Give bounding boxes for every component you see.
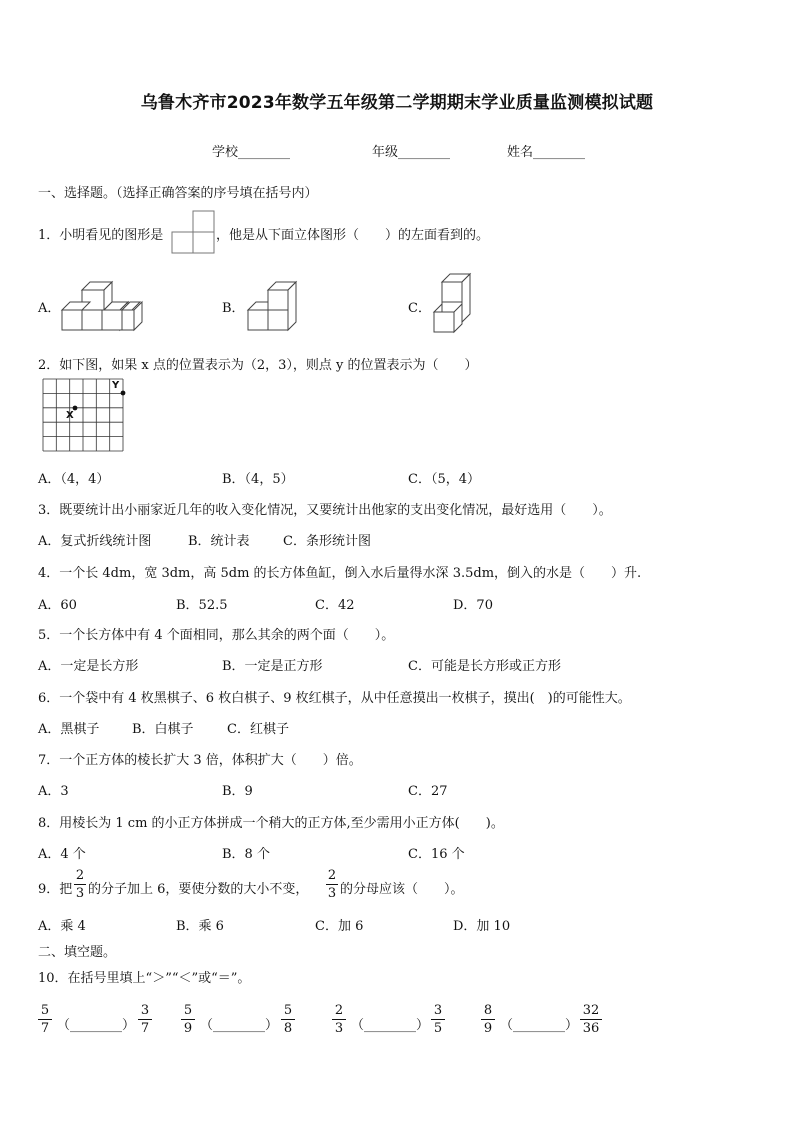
q5-question: 5．一个长方体中有 4 个面相同，那么其余的两个面（ ）。 (38, 628, 395, 643)
q9-option-b[interactable]: B．乘 6 (176, 919, 224, 934)
q2-option-a[interactable]: A．（4，4） (38, 472, 110, 487)
q2-option-c[interactable]: C．（5，4） (408, 472, 480, 487)
q10-pair3-right (431, 1003, 445, 1036)
q8-question: 8．用棱长为 1 cm 的小正方体拼成一个稍大的正方体,至少需用小正方体( )。 (38, 816, 504, 831)
q9-fraction-1 (74, 868, 86, 901)
q3-option-b[interactable]: B．统计表 (188, 534, 250, 549)
fraction-numerator: 32 (582, 1003, 600, 1018)
q4-option-c[interactable]: C．42 (315, 598, 355, 613)
q1-option-b-cubes (244, 278, 300, 334)
fraction-numerator: 8 (483, 1003, 493, 1018)
q5-option-b[interactable]: B．一定是正方形 (222, 659, 323, 674)
q1-option-b[interactable]: B． (222, 301, 245, 316)
q4-option-a[interactable]: A．60 (38, 598, 77, 613)
fraction-denominator: 3 (75, 886, 85, 901)
fraction-denominator: 8 (283, 1021, 293, 1036)
q10-pair4-blank[interactable]: （________） (500, 1018, 579, 1033)
q10-pair3-left (332, 1003, 346, 1036)
name-field[interactable]: 姓名________ (507, 145, 586, 160)
grade-field[interactable]: 年级________ (372, 145, 451, 160)
q10-pair3-blank[interactable]: （________） (351, 1018, 430, 1033)
q7-option-b[interactable]: B．9 (222, 784, 253, 799)
q8-option-a[interactable]: A．4 个 (38, 847, 86, 862)
q1-prefix: 1．小明看见的图形是 (38, 228, 164, 243)
q7-question: 7．一个正方体的棱长扩大 3 倍，体积扩大（ ）倍。 (38, 753, 362, 768)
section-heading-fill: 二、填空题。 (38, 945, 117, 960)
q10-pair2-left (181, 1003, 195, 1036)
point-x-label: X (66, 410, 74, 421)
fraction-denominator: 3 (334, 1021, 344, 1036)
q1-suffix: ，他是从下面立体图形（ ）的左面看到的。 (216, 228, 490, 243)
fraction-numerator: 5 (40, 1003, 50, 1018)
q10-pair1-right (138, 1003, 152, 1036)
q7-option-a[interactable]: A．3 (38, 784, 69, 799)
q6-option-a[interactable]: A．黑棋子 (38, 722, 100, 737)
q4-option-d[interactable]: D．70 (453, 598, 493, 613)
q7-option-c[interactable]: C．27 (408, 784, 448, 799)
q9-fraction-2 (326, 868, 338, 901)
q5-option-c[interactable]: C．可能是长方形或正方形 (408, 659, 561, 674)
q9-part3: 的分母应该（ ）。 (340, 882, 464, 897)
fraction-denominator: 5 (433, 1021, 443, 1036)
q10-question: 10．在括号里填上“＞”“＜”或“＝”。 (38, 971, 251, 986)
section-heading-choice: 一、选择题。（选择正确答案的序号填在括号内） (38, 186, 318, 201)
fraction-numerator: 5 (283, 1003, 293, 1018)
fraction-numerator: 3 (433, 1003, 443, 1018)
q1-view-figure (172, 210, 216, 254)
q9-option-a[interactable]: A．乘 4 (38, 919, 86, 934)
q5-option-a[interactable]: A．一定是长方形 (38, 659, 139, 674)
q3-option-a[interactable]: A．复式折线统计图 (38, 534, 152, 549)
fraction-numerator: 3 (140, 1003, 150, 1018)
q10-pair2-right (281, 1003, 295, 1036)
q2-question: 2．如下图，如果 x 点的位置表示为（2，3），则点 y 的位置表示为（ ） (38, 358, 478, 373)
fraction-denominator: 3 (327, 886, 337, 901)
q6-question: 6．一个袋中有 4 枚黑棋子、6 枚白棋子、9 枚红棋子，从中任意摸出一枚棋子，摸出( )的可能性大。 (38, 691, 631, 706)
point-y (121, 391, 126, 396)
q8-option-b[interactable]: B．8 个 (222, 847, 270, 862)
q6-option-c[interactable]: C．红棋子 (227, 722, 289, 737)
q8-option-c[interactable]: C．16 个 (408, 847, 465, 862)
fraction-numerator: 2 (327, 868, 337, 883)
q9-part1: 9．把 (38, 882, 73, 897)
q1-option-c-cubes (430, 272, 474, 336)
q1-option-a[interactable]: A． (38, 301, 61, 316)
q10-pair4-left (481, 1003, 495, 1036)
q9-option-c[interactable]: C．加 6 (315, 919, 364, 934)
q1-option-c[interactable]: C． (408, 301, 431, 316)
q3-option-c[interactable]: C．条形统计图 (283, 534, 371, 549)
fraction-numerator: 2 (334, 1003, 344, 1018)
fraction-numerator: 2 (75, 868, 85, 883)
fraction-denominator: 9 (483, 1021, 493, 1036)
point-y-label: Y (112, 380, 120, 391)
q10-pair1-left (38, 1003, 52, 1036)
q4-option-b[interactable]: B．52.5 (176, 598, 228, 613)
fraction-denominator: 7 (40, 1021, 50, 1036)
q1-option-a-cubes (60, 278, 146, 334)
q3-question: 3．既要统计出小丽家近几年的收入变化情况，又要统计出他家的支出变化情况，最好选用（ ）。 (38, 503, 612, 518)
q6-option-b[interactable]: B．白棋子 (132, 722, 194, 737)
q4-question: 4．一个长 4dm，宽 3dm，高 5dm 的长方体鱼缸，倒入水后量得水深 3.5dm，倒入的水是（ ）升. (38, 566, 642, 581)
q2-option-b[interactable]: B．（4，5） (222, 472, 294, 487)
page-title: 乌鲁木齐市2023年数学五年级第二学期期末学业质量监测模拟试题 (140, 93, 654, 113)
fraction-numerator: 5 (183, 1003, 193, 1018)
fraction-denominator: 36 (582, 1021, 600, 1036)
fraction-denominator: 9 (183, 1021, 193, 1036)
fraction-denominator: 7 (140, 1021, 150, 1036)
q10-pair1-blank[interactable]: （________） (57, 1018, 136, 1033)
q9-option-d[interactable]: D．加 10 (453, 919, 511, 934)
q10-pair4-right (580, 1003, 602, 1036)
q9-part2: 的分子加上 6，要使分数的大小不变， (88, 882, 309, 897)
q10-pair2-blank[interactable]: （________） (200, 1018, 279, 1033)
school-field[interactable]: 学校________ (212, 145, 291, 160)
